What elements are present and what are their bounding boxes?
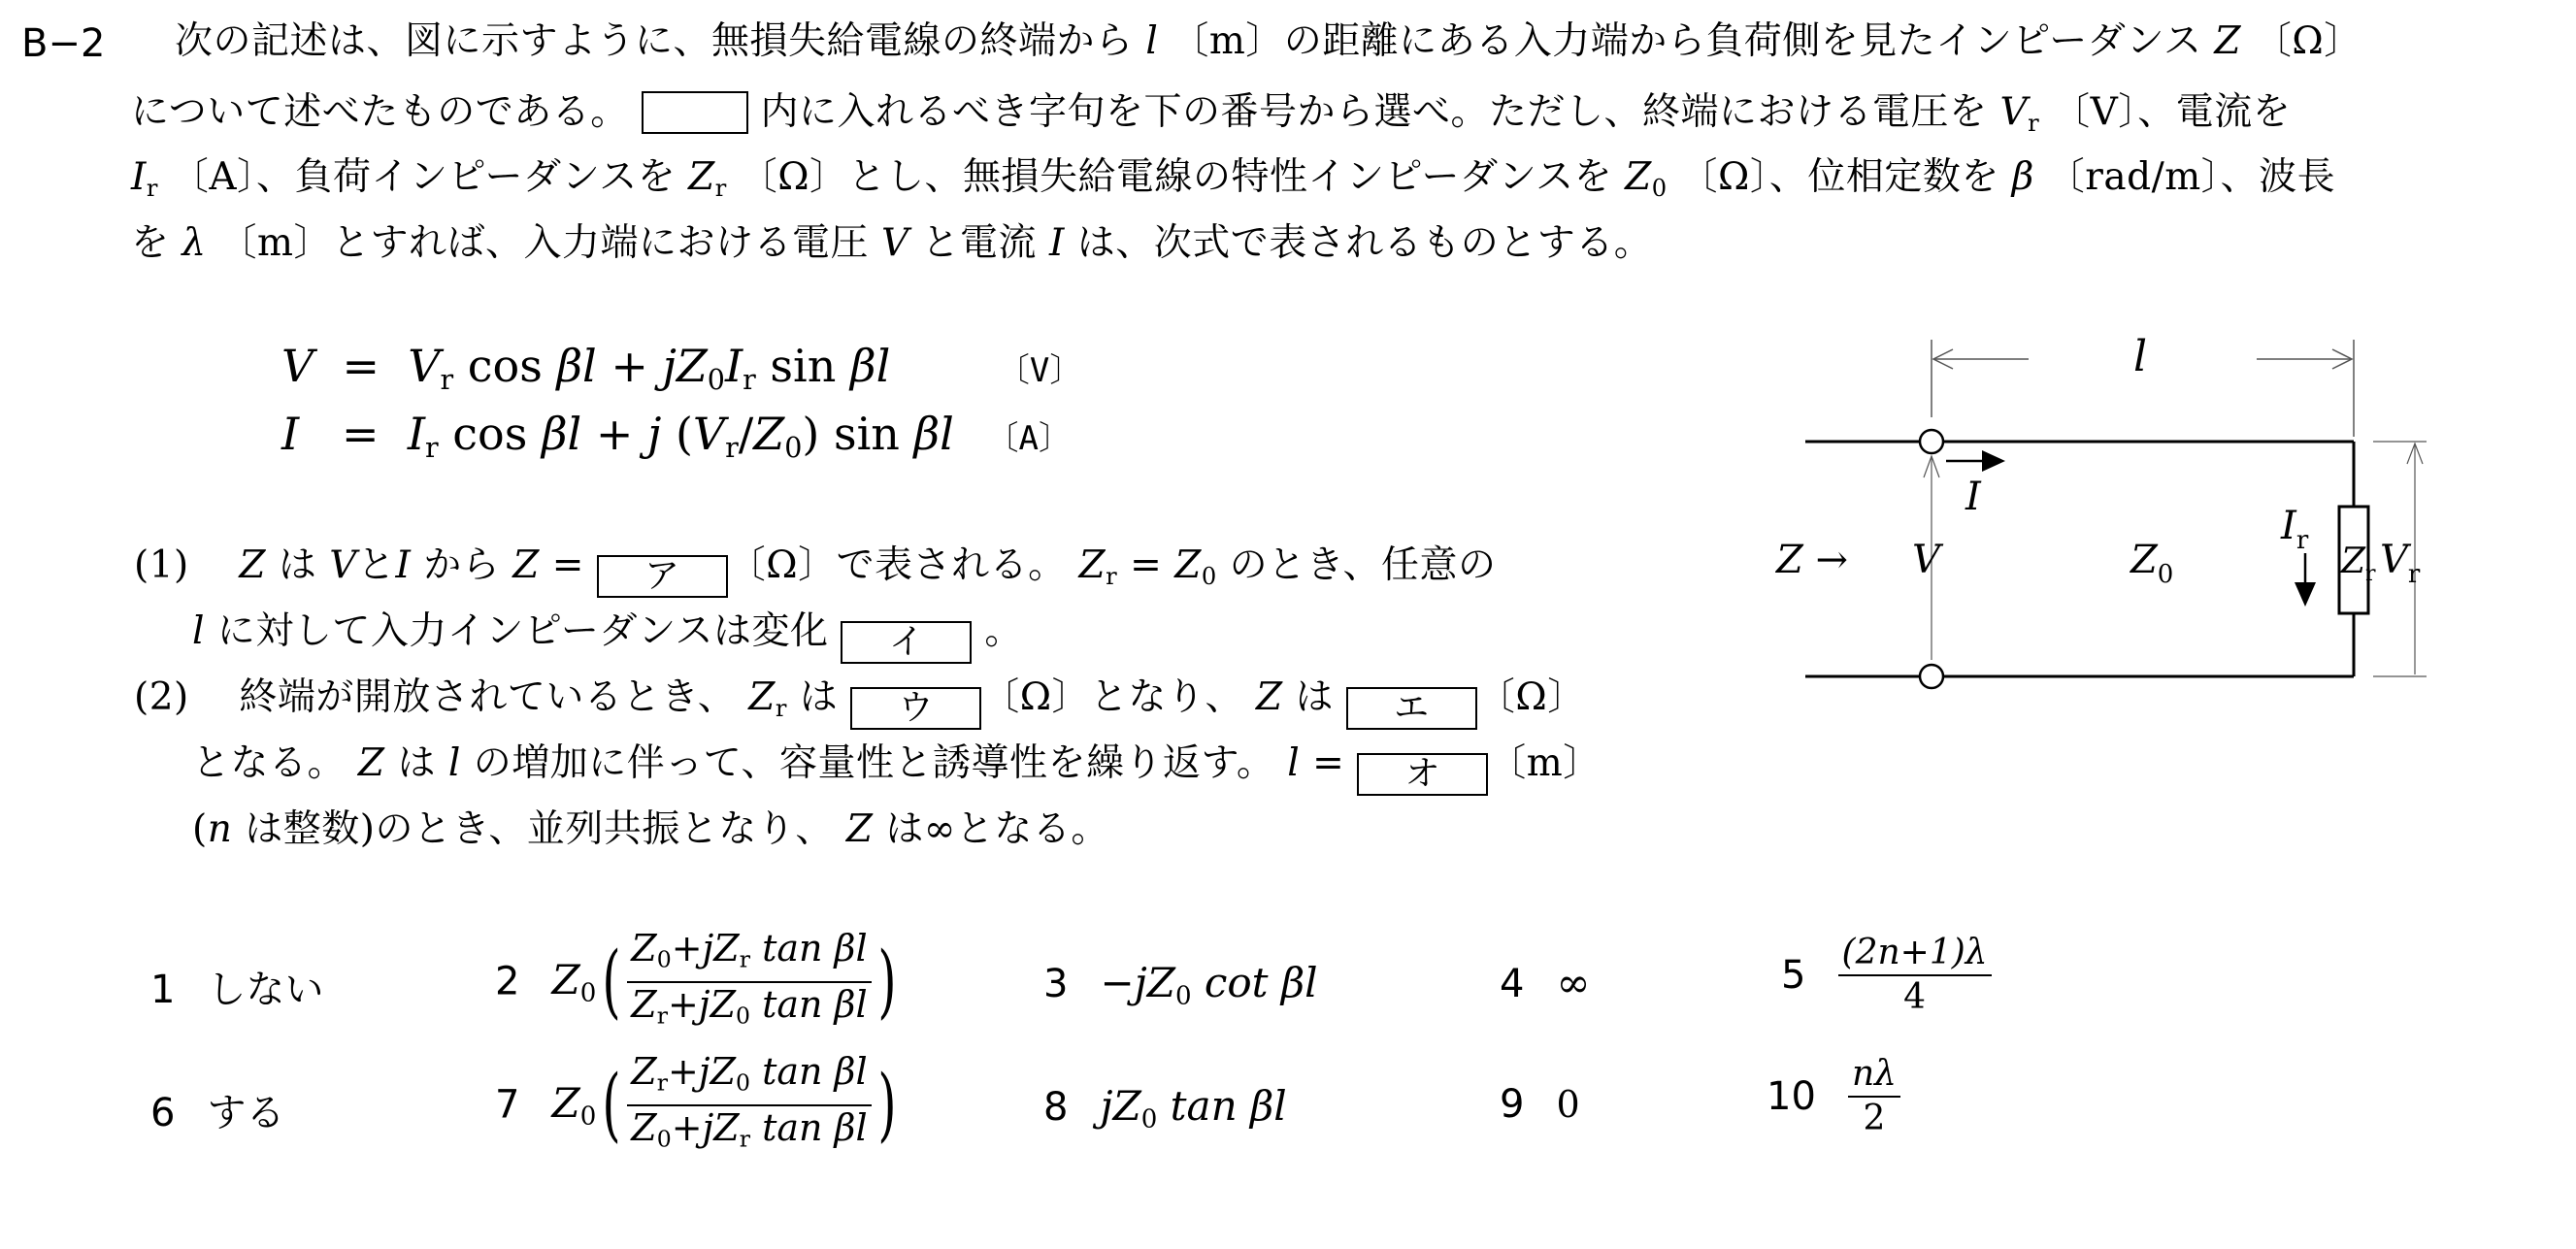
item-text: から xyxy=(423,543,501,587)
intro-text: は、次式で表されるものとする。 xyxy=(1076,221,1653,265)
item-text: は xyxy=(278,543,317,587)
item-text: の増加に伴って、容量性と誘導性を繰り返す。 xyxy=(473,741,1275,785)
equation-i-unit: 〔A〕 xyxy=(985,419,1072,458)
item-text: 〔Ω〕となり、 xyxy=(981,675,1244,719)
item-text: 〔Ω〕で表される。 xyxy=(727,543,1067,587)
option-1 xyxy=(150,959,324,1014)
var-ir: $I_r$ xyxy=(131,155,158,202)
option-7: 7 $Z_0$( $\frac{Z_r+jZ_0 \tan \beta l}{Z_0+jZ_r \tan \beta l}$ ) xyxy=(495,1050,897,1153)
intro-line-2 xyxy=(131,82,2291,153)
option-5: 5 $\frac{(2n+1)\lambda}{4}$ xyxy=(1781,932,1992,1019)
item-text: 〔Ω〕 xyxy=(1476,675,1586,719)
var-i: I xyxy=(1048,221,1065,265)
item-1-line-1: (1) Z は VとI から Z = ア 〔Ω〕で表される。 $Z_r = Z_0$ のとき、任意の xyxy=(134,543,1497,596)
equation-v-unit: 〔V〕 xyxy=(996,351,1083,390)
option-number: 9 xyxy=(1500,1082,1525,1127)
question-label: B−2 xyxy=(21,21,106,66)
blank-o: オ xyxy=(1357,753,1488,796)
item-number: (2) xyxy=(134,675,189,719)
option-10: 10 $\frac{n\lambda}{2}$ xyxy=(1767,1053,1900,1140)
z-input-label: Z → xyxy=(1776,538,1849,582)
option-text: ∞ xyxy=(1556,959,1591,1006)
var-lambda: λ xyxy=(182,221,207,265)
intro-line-1 xyxy=(175,12,2362,72)
item-1-line-2: l に対して入力インピーダンスは変化 イ 。 xyxy=(192,609,1023,662)
option-3: $3 -jZ_0$ cot βl xyxy=(1043,959,1318,1011)
intro-text: 〔m〕の距離にある入力端から負荷側を見たインピーダンス xyxy=(1171,19,2202,63)
option-text: 0 xyxy=(1556,1083,1580,1126)
item-text: のとき、任意の xyxy=(1229,543,1497,587)
ir-arrow-head xyxy=(2295,582,2316,607)
i-label: I xyxy=(1965,475,1981,519)
intro-text: と電流 xyxy=(921,221,1038,265)
option-text: しない xyxy=(207,968,324,1012)
var-vr: $V_r$ xyxy=(1999,90,2040,137)
item-2-line-3: (n は整数)のとき、並列共振となり、 Z は∞となる。 xyxy=(192,807,1109,851)
var-l: l xyxy=(1145,19,1159,63)
item-text: となる。 xyxy=(192,741,347,785)
z0-label: $Z_0$ xyxy=(2130,538,2174,589)
intro-text: について述べたものである。 xyxy=(131,90,629,134)
option-number: 7 xyxy=(495,1082,520,1128)
option-number: 10 xyxy=(1767,1074,1816,1119)
zr-label: $Z_r$ xyxy=(2341,542,2376,586)
input-terminal-bottom xyxy=(1920,665,1943,688)
item-text: 。 xyxy=(984,609,1023,653)
intro-text: 〔Ω〕、位相定数を xyxy=(1679,155,1999,199)
equation-v: $V = V_r$ $\cos \beta l + jZ_0I_r$ sin βl 〔V〕 xyxy=(281,340,1083,396)
intro-text: を xyxy=(131,221,170,265)
vr-label: $V_r$ xyxy=(2380,538,2421,589)
input-terminal-top xyxy=(1920,430,1943,453)
item-text: ( xyxy=(192,807,208,851)
option-9 xyxy=(1500,1082,1580,1127)
option-8: 8 $jZ_0$ tan βl xyxy=(1043,1082,1287,1134)
option-6 xyxy=(150,1082,285,1137)
i-arrow-head xyxy=(1982,450,2005,472)
blank-box-sample xyxy=(642,91,748,134)
intro-text: 次の記述は、図に示すように、無損失給電線の終端から xyxy=(175,19,1134,63)
blank-i: イ xyxy=(841,621,972,664)
intro-text: 〔V〕、電流を xyxy=(2052,90,2292,134)
var-v: V xyxy=(880,221,909,265)
intro-text: 内に入れるべき字句を下の番号から選べ。ただし、終端における電圧を xyxy=(760,90,1988,134)
length-label: l xyxy=(2133,332,2148,381)
intro-text: 〔A〕、負荷インピーダンスを xyxy=(170,155,677,199)
blank-e: エ xyxy=(1346,687,1477,730)
item-text: は xyxy=(1295,675,1334,719)
item-text: 終端が開放されているとき、 xyxy=(239,675,737,719)
var-z: Z xyxy=(2214,19,2241,63)
blank-a: ア xyxy=(597,555,728,598)
v-label: V xyxy=(1912,538,1940,582)
item-2-line-1: (2) 終端が開放されているとき、 $Z_r$ は ウ 〔Ω〕となり、 Z は エ 〔Ω〕 xyxy=(134,675,1586,728)
var-beta: β xyxy=(2011,155,2034,199)
item-text: に対して入力インピーダンスは変化 xyxy=(216,609,829,653)
option-number: 3 xyxy=(1043,962,1069,1006)
option-number: 6 xyxy=(150,1091,176,1135)
option-text: する xyxy=(207,1091,285,1135)
option-number: 5 xyxy=(1781,953,1806,998)
item-text: は xyxy=(397,741,436,785)
blank-u: ウ xyxy=(850,687,981,730)
var-zr: $Z_r$ xyxy=(688,155,727,202)
var-z0: $Z_0$ xyxy=(1625,155,1668,202)
intro-text: 〔rad/m〕、波長 xyxy=(2046,155,2336,199)
item-2-line-2: となる。 Z は l の増加に伴って、容量性と誘導性を繰り返す。 l = オ 〔m〕 xyxy=(192,741,1602,794)
intro-text: 〔Ω〕 xyxy=(2253,19,2362,63)
option-number: 4 xyxy=(1500,962,1525,1006)
option-number: 2 xyxy=(495,959,520,1004)
equation-i: $I = I_r$ cos βl + j $(V_r/Z_0)$ sin βl 〔A〕 xyxy=(281,408,1072,464)
item-text: は整数)のとき、並列共振となり、 xyxy=(245,807,834,851)
item-text: と xyxy=(356,543,396,587)
item-text: は xyxy=(799,675,839,719)
option-number: 1 xyxy=(150,968,176,1012)
item-text: は∞となる。 xyxy=(885,807,1109,851)
option-4 xyxy=(1500,959,1591,1006)
item-text: 〔m〕 xyxy=(1488,741,1602,785)
transmission-line-diagram xyxy=(1767,330,2446,699)
option-2: 2 $Z_0$( $\frac{Z_0+jZ_r \tan \beta l}{Z_r+jZ_0 \tan \beta l}$ ) xyxy=(495,927,897,1030)
intro-line-3 xyxy=(131,148,2335,218)
option-number: 8 xyxy=(1043,1085,1069,1130)
ir-label: $I_r$ xyxy=(2281,504,2309,555)
intro-text: 〔Ω〕とし、無損失給電線の特性インピーダンスを xyxy=(739,155,1613,199)
intro-line-4 xyxy=(131,214,1652,274)
item-number: (1) xyxy=(134,543,189,587)
intro-text: 〔m〕とすれば、入力端における電圧 xyxy=(218,221,870,265)
